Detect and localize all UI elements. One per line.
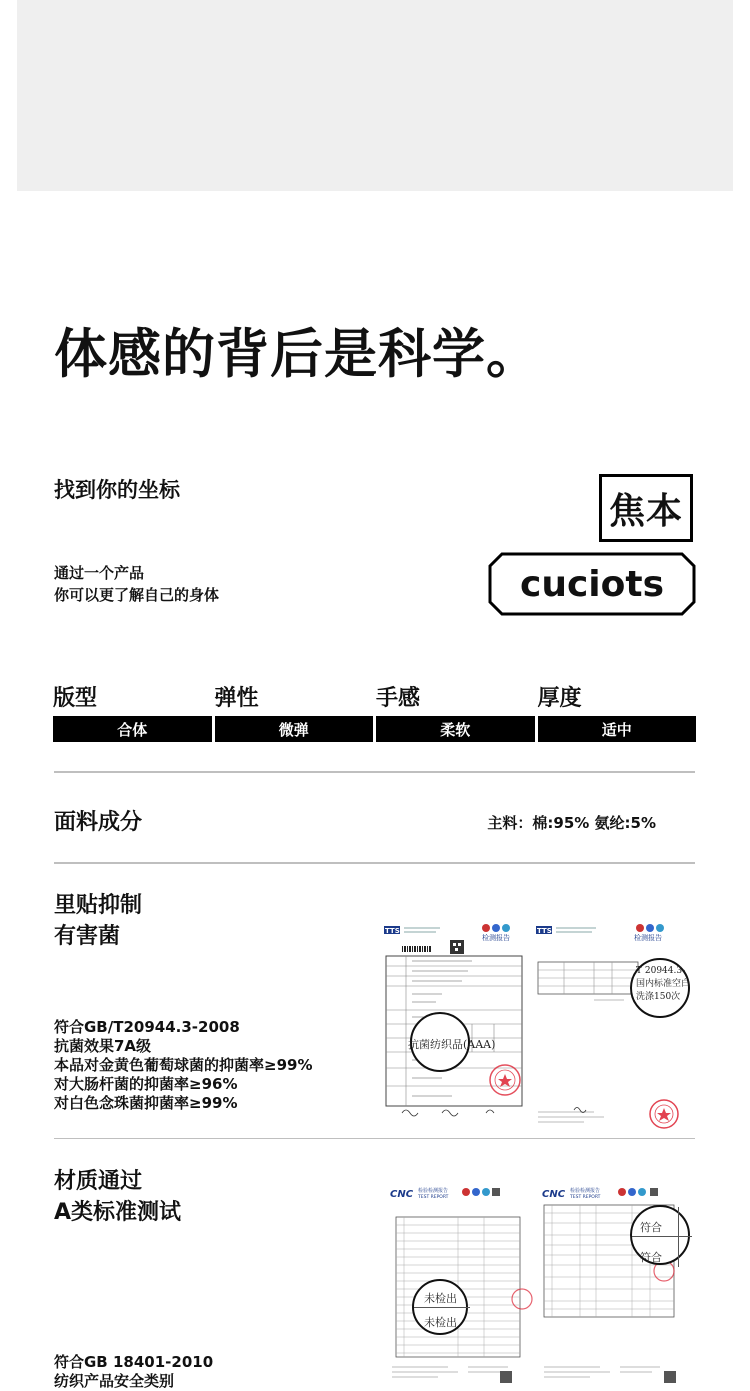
- attribute-label: 弹性: [214, 686, 259, 711]
- title-line: A类标准测试: [54, 1200, 182, 1225]
- fabric-title: 面料成分: [54, 810, 143, 835]
- attribute-label: 手感: [376, 686, 421, 711]
- report-heading: 检测报告: [482, 934, 510, 942]
- title-line: 材质通过: [54, 1169, 143, 1194]
- attribute-label: 版型: [53, 686, 98, 711]
- brand-logo-text: cuciots: [519, 563, 665, 605]
- spec-item: 符合GB/T20944.3-2008: [54, 1018, 240, 1036]
- find-coordinate-title: 找到你的坐标: [54, 478, 180, 502]
- attribute-label: 厚度: [537, 686, 582, 711]
- attribute-value: 合体: [53, 716, 212, 742]
- magnifier-table-line: [678, 1207, 679, 1267]
- brand-logo-cn: 焦本: [599, 474, 693, 542]
- attribute-value: 柔软: [376, 716, 535, 742]
- material-spec-list: [54, 1353, 213, 1391]
- divider: [54, 1138, 695, 1139]
- spec-item: 符合GB 18401-2010: [54, 1353, 214, 1371]
- magnified-text: 抗菌纺织品(AAA): [408, 1038, 496, 1051]
- material-report-left: [388, 1183, 530, 1389]
- magnified-line: 国内标准空白: [636, 979, 691, 989]
- magnifier-circle: [412, 1279, 468, 1335]
- divider: [54, 862, 695, 864]
- title-line: 有害菌: [54, 924, 121, 949]
- report-brand: CNC: [390, 1189, 414, 1200]
- magnified-line: 未检出: [424, 1316, 457, 1329]
- attribute-table: [53, 684, 696, 742]
- magnified-text: [636, 965, 690, 1004]
- magnifier-circle: [630, 1205, 690, 1265]
- report-page-icon: [534, 920, 692, 1130]
- attribute-handfeel: [376, 684, 535, 742]
- magnified-text: [640, 1213, 662, 1273]
- antibacterial-report-right: [534, 920, 692, 1130]
- antibacterial-title: [54, 890, 142, 952]
- spec-item: 抗菌效果7A级: [54, 1037, 152, 1055]
- magnified-line: 未检出: [424, 1292, 457, 1305]
- material-title: [54, 1166, 181, 1228]
- report-brand: TTS: [385, 927, 400, 935]
- spec-item: 对白色念珠菌抑菌率≥99%: [54, 1094, 238, 1112]
- spec-item: 纺织产品安全类别: [54, 1372, 175, 1390]
- spec-item: 本品对金黄色葡萄球菌的抑菌率≥99%: [54, 1056, 313, 1074]
- antibacterial-spec-list: [54, 1018, 312, 1113]
- fabric-composition: 主料：棉:95% 氨纶:5%: [487, 814, 656, 832]
- report-heading-en: TEST REPORT: [418, 1195, 449, 1200]
- magnifier-circle: [630, 958, 690, 1018]
- attribute-value: 微弹: [215, 716, 374, 742]
- magnified-line: 符合: [640, 1221, 662, 1234]
- top-banner-placeholder: [17, 0, 733, 191]
- intro-line: 你可以更了解自己的身体: [54, 586, 220, 604]
- material-report-right: [540, 1183, 692, 1389]
- magnifier-circle: [408, 1012, 496, 1072]
- attribute-elasticity: [215, 684, 374, 742]
- brand-logo-en: [488, 552, 696, 616]
- intro-line: 通过一个产品: [54, 564, 145, 582]
- magnified-line: 洗涤150次: [636, 992, 681, 1002]
- report-heading-cn: 检验检测报告: [570, 1188, 601, 1194]
- report-heading-cn: 检验检测报告: [418, 1188, 449, 1194]
- report-heading: 检测报告: [634, 934, 662, 942]
- magnified-line: T 20944.3-: [636, 966, 686, 976]
- report-heading-en: TEST REPORT: [570, 1195, 601, 1200]
- report-brand: CNC: [542, 1189, 566, 1200]
- report-brand: TTS: [537, 927, 552, 935]
- attribute-fit: [53, 684, 212, 742]
- divider: [54, 771, 695, 773]
- antibacterial-report-left: [382, 920, 530, 1130]
- magnified-text: [424, 1287, 457, 1335]
- magnified-line: 符合: [640, 1251, 662, 1264]
- intro-text: [54, 562, 219, 606]
- attribute-value: 适中: [538, 716, 697, 742]
- spec-item: 对大肠杆菌的抑菌率≥96%: [54, 1075, 238, 1093]
- title-line: 里贴抑制: [54, 893, 143, 918]
- page-headline: 体感的背后是科学。: [54, 324, 540, 385]
- attribute-thickness: [538, 684, 697, 742]
